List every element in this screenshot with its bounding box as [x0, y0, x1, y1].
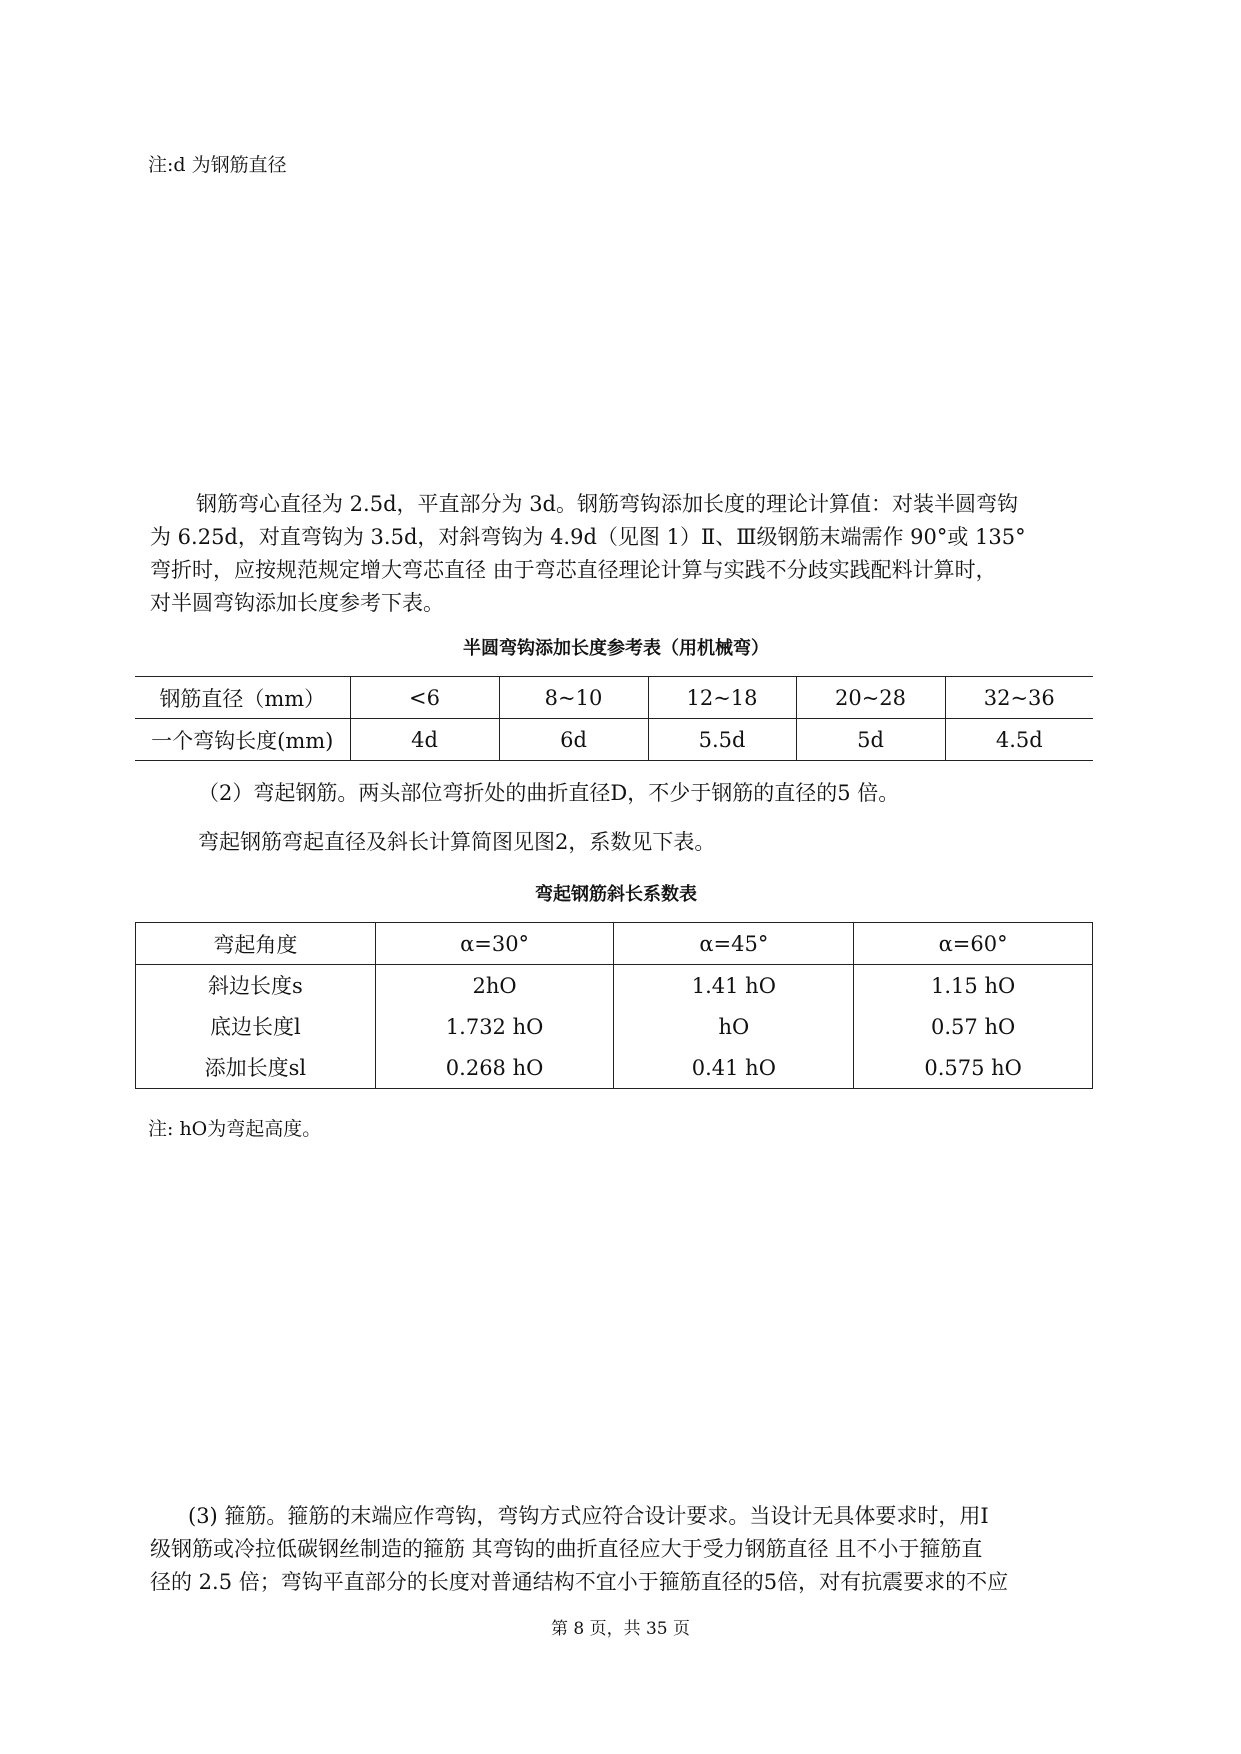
table-cell: 添加长度sl: [204, 1056, 307, 1080]
table-cell: 0.268 hO: [445, 1056, 544, 1080]
table-cell: hO: [718, 1015, 750, 1039]
table-column-60: [854, 965, 1093, 1089]
paragraph-line: 弯折时，应按规范规定增大弯芯直径 由于弯芯直径理论计算与实践不分歧实践配料计算时，: [150, 558, 997, 582]
paragraph-1: [150, 488, 1110, 620]
table-cell: 20~28: [796, 677, 945, 719]
table-label-column: [136, 965, 376, 1089]
table-cell: 0.575 hO: [924, 1056, 1022, 1080]
table-cell: 一个弯钩长度(mm): [151, 728, 334, 753]
table-cell: <6: [350, 677, 499, 719]
table-header-cell: 弯起角度: [136, 923, 376, 965]
table-cell: 1.732 hO: [445, 1015, 544, 1039]
table-header-cell: α=60°: [854, 923, 1093, 965]
table-cell: 4.5d: [945, 719, 1093, 761]
table-cell: 5d: [796, 719, 945, 761]
table-cell: 斜边长度s: [207, 974, 303, 998]
note-top: 注:d 为钢筋直径: [148, 154, 287, 176]
table-cell: 1.41 hO: [691, 974, 776, 998]
paragraph-2: （2）弯起钢筋。两头部位弯折处的曲折直径D，不少于钢筋的直径的5 倍。: [198, 781, 900, 805]
paragraph-line: 钢筋弯心直径为 2.5d，平直部分为 3d。钢筋弯钩添加长度的理论计算值：对装半圆弯钩: [196, 492, 1018, 516]
table-cell: 2hO: [472, 974, 517, 998]
table-cell: 32~36: [945, 677, 1093, 719]
table-cell: 6d: [499, 719, 648, 761]
paragraph-line: (3) 箍筋。箍筋的末端应作弯钩，弯钩方式应符合设计要求。当设计无具体要求时，用Ⅰ: [188, 1504, 989, 1528]
table-cell: 4d: [350, 719, 499, 761]
table-column-45: [614, 965, 854, 1089]
table-cell: 0.41 hO: [691, 1056, 776, 1080]
table1-title: 半圆弯钩添加长度参考表（用机械弯）: [463, 638, 769, 659]
table-cell: 底边长度l: [209, 1015, 301, 1039]
table-cell: 8~10: [499, 677, 648, 719]
table-row: [135, 677, 1093, 719]
note-bottom: 注: hO为弯起高度。: [148, 1118, 322, 1140]
table-header-cell: α=30°: [375, 923, 614, 965]
hook-length-table: [135, 676, 1093, 761]
table-cell: 钢筋直径（mm）: [135, 677, 350, 719]
paragraph-line: 为 6.25d，对直弯钩为 3.5d，对斜弯钩为 4.9d（见图 1）Ⅱ、Ⅲ级钢筋末端需作 90°或 135°: [150, 525, 1026, 549]
table-cell: 0.57 hO: [931, 1015, 1016, 1039]
table-header-cell: α=45°: [614, 923, 854, 965]
bent-bar-coefficient-table: [135, 922, 1093, 1089]
paragraph-3: 弯起钢筋弯起直径及斜长计算简图见图2，系数见下表。: [198, 830, 716, 854]
table2-title: 弯起钢筋斜长系数表: [535, 884, 697, 905]
table-header-row: [136, 923, 1093, 965]
table-cell: 5.5d: [648, 719, 796, 761]
table-body-row: [136, 965, 1093, 1089]
table-column-30: [375, 965, 614, 1089]
paragraph-line: 径的 2.5 倍；弯钩平直部分的长度对普通结构不宜小于箍筋直径的5倍，对有抗震要求的不应: [150, 1570, 1009, 1594]
page-footer: 第 8 页，共 35 页: [550, 1619, 691, 1639]
paragraph-line: 级钢筋或冷拉低碳钢丝制造的箍筋 其弯钩的曲折直径应大于受力钢筋直径 且不小于箍筋直: [150, 1537, 983, 1561]
paragraph-line: 对半圆弯钩添加长度参考下表。: [150, 591, 444, 615]
table-cell: 1.15 hO: [931, 974, 1016, 998]
table-cell: 12~18: [648, 677, 796, 719]
table-row: [135, 719, 1093, 761]
paragraph-4: [150, 1500, 1110, 1599]
